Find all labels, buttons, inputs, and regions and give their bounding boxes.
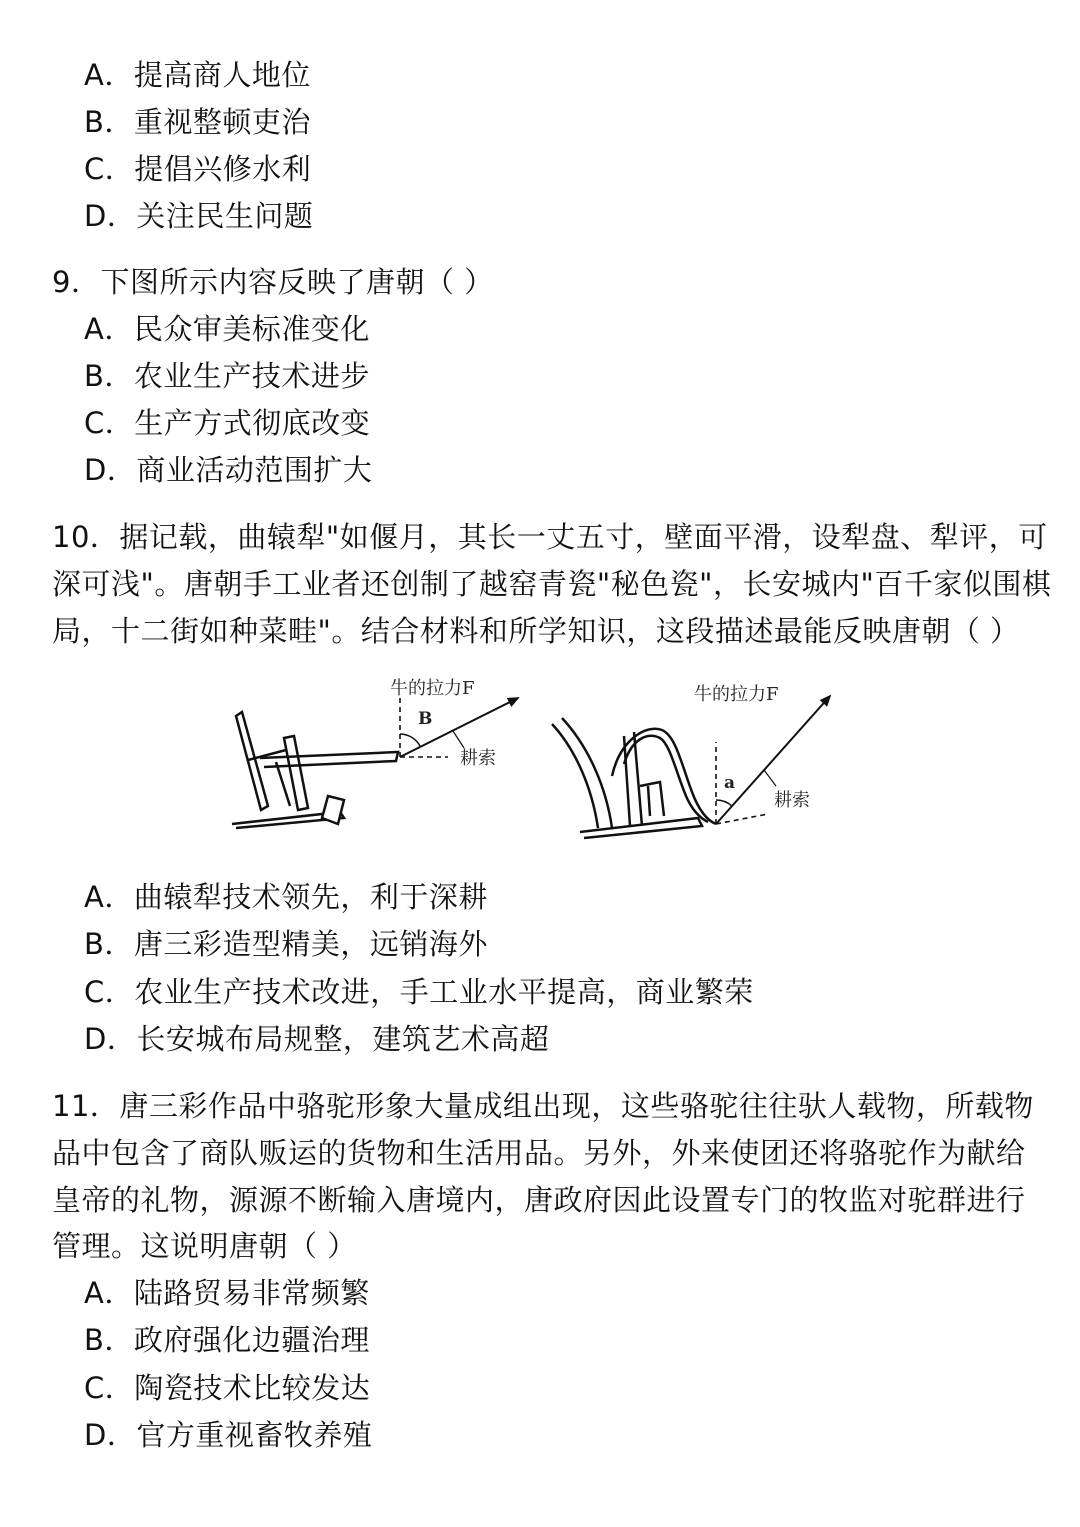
q8-option-b: B．重视整顿吏治 xyxy=(84,105,311,139)
q10-stem-line-2: 深可浅"。唐朝手工业者还创制了越窑青瓷"秘色瓷"，长安城内"百千家似围棋 xyxy=(52,567,1052,601)
left-angle-label: B xyxy=(418,709,433,729)
q9-stem: 9．下图所示内容反映了唐朝（ ） xyxy=(52,265,494,299)
q10-option-c: C．农业生产技术改进，手工业水平提高，商业繁荣 xyxy=(84,975,754,1009)
q10-option-b: B．唐三彩造型精美，远销海外 xyxy=(84,927,488,961)
q11-stem-line-2: 品中包含了商队贩运的货物和生活用品。另外，外来使团还将骆驼作为献给 xyxy=(52,1136,1026,1170)
q11-stem-line-1: 11．唐三彩作品中骆驼形象大量成组出现，这些骆驼往往驮人载物，所载物 xyxy=(52,1089,1034,1123)
left-force-label: 牛的拉力F xyxy=(390,678,475,699)
right-force-label: 牛的拉力F xyxy=(694,684,779,705)
right-angle-label: a xyxy=(724,773,736,793)
q11-option-d: D．官方重视畜牧养殖 xyxy=(84,1418,373,1452)
right-rope-label: 耕索 xyxy=(774,790,810,811)
curved-plow-drawing xyxy=(552,718,716,838)
q10-stem-line-3: 局，十二街如种菜畦"。结合材料和所学知识，这段描述最能反映唐朝（ ） xyxy=(52,614,1020,648)
q11-option-a: A．陆路贸易非常频繁 xyxy=(84,1276,370,1310)
q10-stem-line-1: 10．据记载，曲辕犁"如偃月，其长一丈五寸，壁面平滑，设犁盘、犁评，可 xyxy=(52,520,1048,554)
left-rope-label: 耕索 xyxy=(460,748,496,769)
q10-option-d: D．长安城布局规整，建筑艺术高超 xyxy=(84,1022,550,1056)
straight-plow-drawing xyxy=(232,712,398,828)
plow-diagram xyxy=(228,668,848,848)
q9-option-b: B．农业生产技术进步 xyxy=(84,359,370,393)
q8-option-d: D．关注民生问题 xyxy=(84,199,314,233)
q9-option-a: A．民众审美标准变化 xyxy=(84,312,370,346)
q11-stem-line-4: 管理。这说明唐朝（ ） xyxy=(52,1229,357,1263)
q8-option-a: A．提高商人地位 xyxy=(84,58,311,92)
plow-comparison-figure xyxy=(228,668,848,848)
q8-option-c: C．提倡兴修水利 xyxy=(84,152,312,186)
q9-option-d: D．商业活动范围扩大 xyxy=(84,453,373,487)
q11-stem-line-3: 皇帝的礼物，源源不断输入唐境内，唐政府因此设置专门的牧监对驼群进行 xyxy=(52,1183,1026,1217)
q11-option-c: C．陶瓷技术比较发达 xyxy=(84,1371,371,1405)
q9-option-c: C．生产方式彻底改变 xyxy=(84,406,371,440)
q11-option-b: B．政府强化边疆治理 xyxy=(84,1323,370,1357)
q10-option-a: A．曲辕犁技术领先，利于深耕 xyxy=(84,880,488,914)
